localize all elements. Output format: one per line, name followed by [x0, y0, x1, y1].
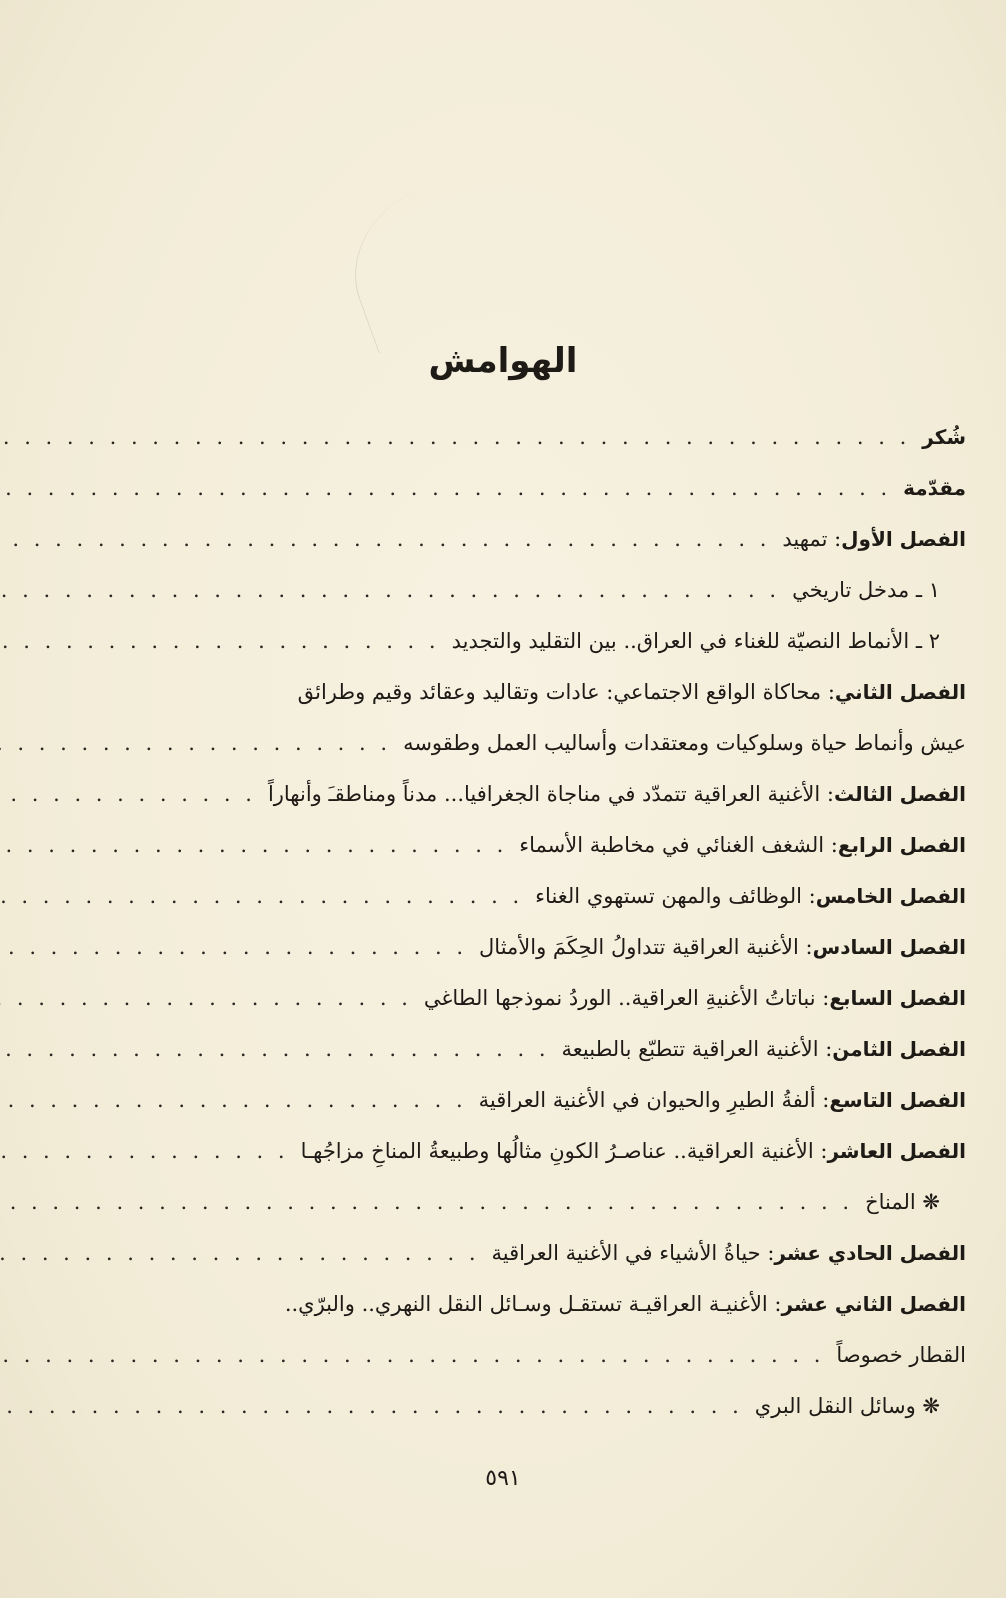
entry-heading: الفصل الثاني	[834, 680, 966, 704]
entry-text: ❋ المناخ	[865, 1190, 940, 1214]
toc-entry	[100, 1279, 966, 1330]
toc-entry	[100, 1024, 966, 1075]
entry-text: ١ ـ مدخل تاريخي	[792, 578, 940, 602]
entry-text: : تمهيد	[782, 527, 842, 551]
entry-heading: الفصل الحادي عشر	[774, 1241, 966, 1265]
entry-text: : الأغنية العراقية تتداولُ الحِكَمَ والأمثال	[479, 935, 813, 959]
dot-leader	[0, 1228, 480, 1279]
toc-entry	[100, 514, 966, 565]
entry-text: : الأغنية العراقية.. عناصـرُ الكونِ مثالُها وطبيعةُ المناخِ مزاجُهـا	[300, 1139, 828, 1163]
entry-heading: الفصل الخامس	[815, 884, 966, 908]
dot-leader	[0, 769, 256, 820]
entry-heading: الفصل السابع	[829, 986, 966, 1010]
dot-leader	[0, 412, 910, 463]
toc-entry	[100, 871, 966, 922]
toc-entry	[100, 769, 966, 820]
toc-entry	[100, 1075, 966, 1126]
entry-heading: الفصل الثامن	[832, 1037, 966, 1061]
dot-leader	[0, 1177, 853, 1228]
entry-heading: شُكر	[922, 425, 966, 449]
entry-text: : الأغنية العراقية تتمدّد في مناجاة الجغرافيا... مدناً ومناطقـَ وأنهاراً	[267, 782, 834, 806]
entry-text: عيش وأنماط حياة وسلوكيات ومعتقدات وأساليب العمل وطقوسه	[403, 731, 966, 755]
toc-entry	[100, 1381, 966, 1432]
dot-leader	[0, 463, 891, 514]
dot-leader	[0, 1075, 467, 1126]
toc-entry	[100, 616, 966, 667]
entry-heading: الفصل السادس	[812, 935, 966, 959]
toc-entry	[100, 667, 966, 718]
dot-leader	[0, 973, 412, 1024]
entry-text: ٢ ـ الأنماط النصيّة للغناء في العراق.. بين التقليد والتجديد	[451, 629, 940, 653]
dot-leader	[0, 922, 467, 973]
entry-heading: الفصل الرابع	[837, 833, 966, 857]
toc-entry	[100, 1126, 966, 1177]
dot-leader	[0, 616, 440, 667]
entry-heading: الفصل الثالث	[833, 782, 966, 806]
toc-entry	[100, 820, 966, 871]
dot-leader	[0, 565, 780, 616]
toc-entry	[100, 1330, 966, 1381]
entry-heading: الفصل العاشر	[827, 1139, 966, 1163]
dot-leader	[0, 1381, 743, 1432]
toc-entry	[100, 1177, 966, 1228]
dot-leader	[0, 1330, 824, 1381]
page-number: ٥٩١	[485, 1466, 521, 1491]
entry-text: : الشغف الغنائي في مخاطبة الأسماء	[519, 833, 838, 857]
entry-heading: الفصل الثاني عشر	[781, 1292, 966, 1316]
entry-text: : ألفةُ الطيرِ والحيوان في الأغنية العراقية	[478, 1088, 830, 1112]
entry-heading: الفصل التاسع	[829, 1088, 966, 1112]
dot-leader	[0, 514, 770, 565]
dot-leader	[0, 871, 523, 922]
entry-text: : نباتاتُ الأغنيةِ العراقية.. الوردُ نموذجها الطاغي	[423, 986, 830, 1010]
table-of-contents	[100, 412, 966, 1432]
toc-entry	[100, 463, 966, 514]
page-title: الهوامش	[428, 340, 578, 381]
dot-leader	[0, 718, 391, 769]
entry-text: ❋ وسائل النقل البري	[754, 1394, 940, 1418]
dot-leader	[0, 1024, 550, 1075]
dot-leader	[0, 820, 507, 871]
entry-text: القطار خصوصاً	[836, 1343, 966, 1367]
entry-heading: الفصل الأول	[841, 527, 966, 551]
paper-crease	[331, 167, 530, 354]
entry-heading: مقدّمة	[903, 476, 966, 500]
entry-text: : الأغنيـة العراقيـة تستقـل وسـائل النقل النهري.. والبرّي..	[284, 1292, 782, 1316]
toc-entry	[100, 565, 966, 616]
entry-text: : محاكاة الواقع الاجتماعي: عادات وتقاليد وعقائد وقيم وطرائق	[297, 680, 835, 704]
entry-text: : الأغنية العراقية تتطبّع بالطبيعة	[561, 1037, 833, 1061]
toc-entry	[100, 973, 966, 1024]
toc-entry	[100, 922, 966, 973]
entry-text: : حياةُ الأشياء في الأغنية العراقية	[491, 1241, 775, 1265]
toc-entry	[100, 1228, 966, 1279]
toc-entry	[100, 718, 966, 769]
entry-text: : الوظائف والمهن تستهوي الغناء	[535, 884, 816, 908]
toc-entry	[100, 412, 966, 463]
dot-leader	[0, 1126, 289, 1177]
